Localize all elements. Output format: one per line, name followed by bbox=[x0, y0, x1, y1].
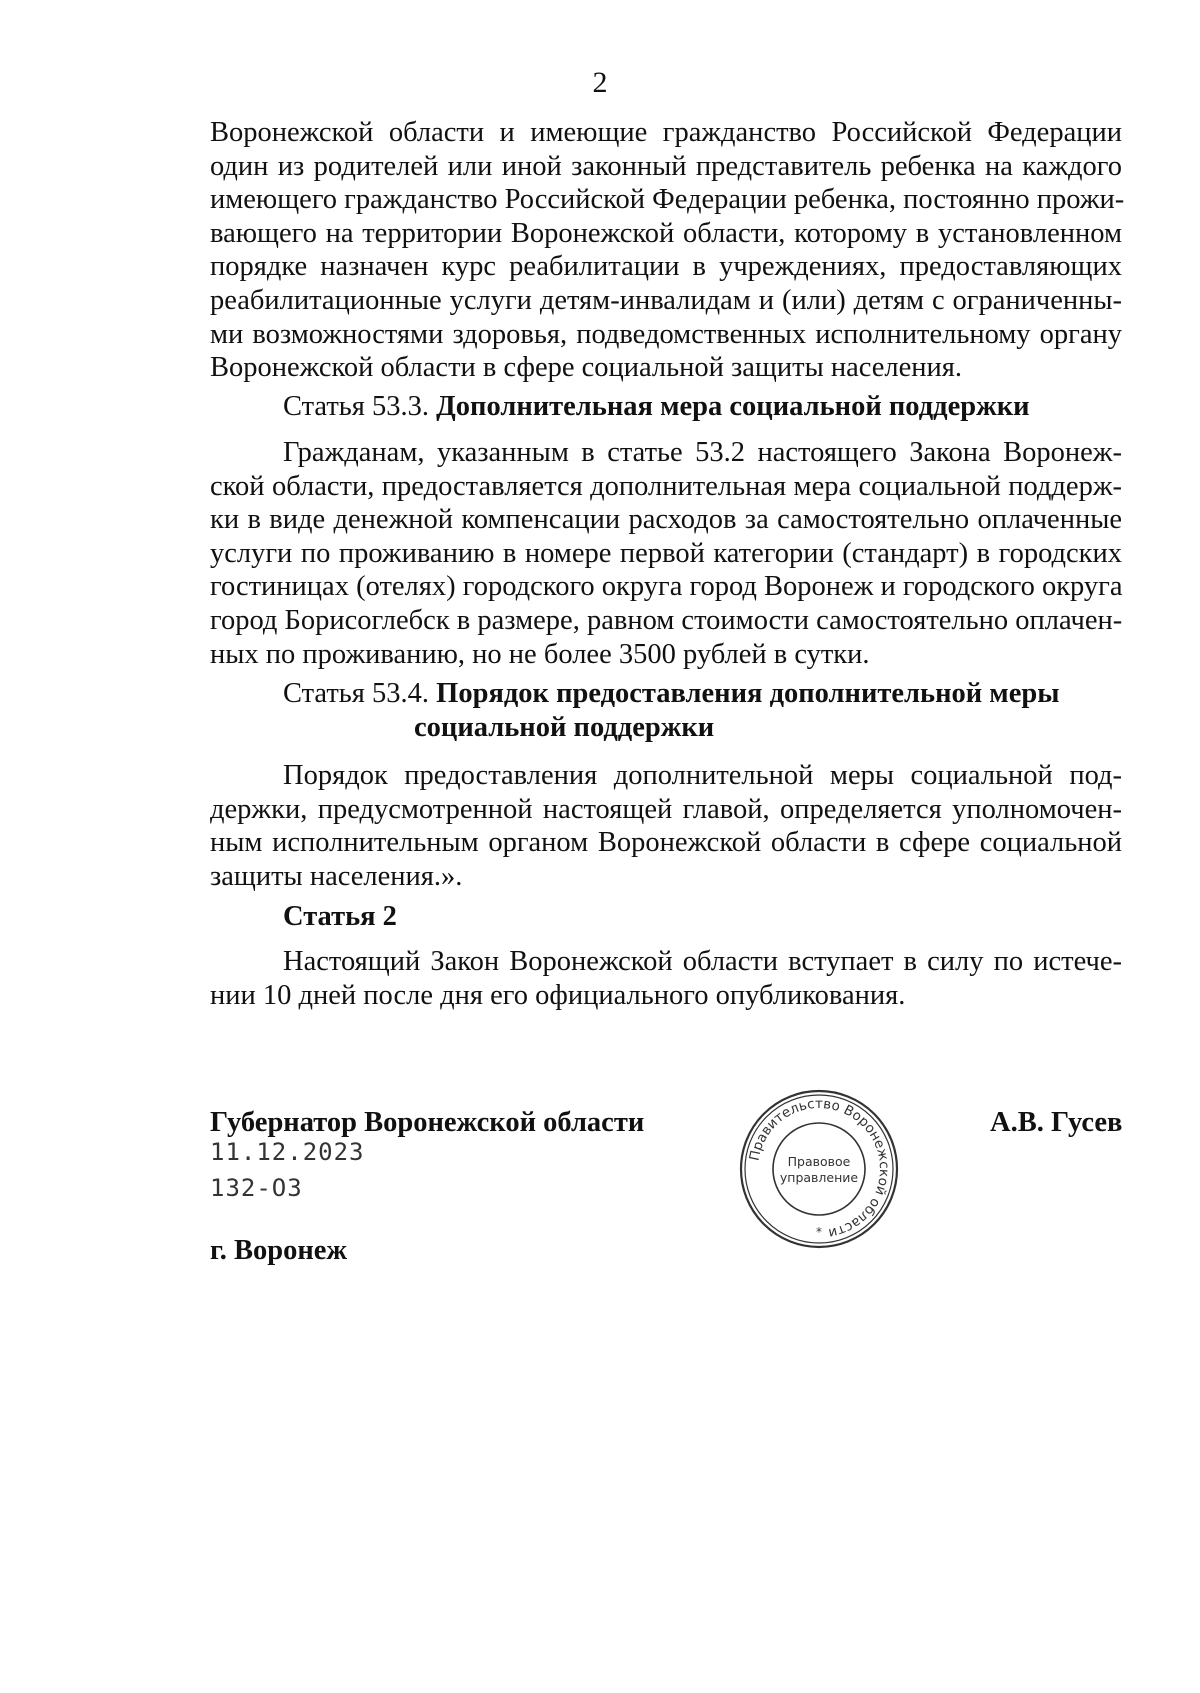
paragraph-line: держки, предусмотренной настоящей главой, определяется уполномочен- bbox=[210, 793, 1122, 825]
stamp-center-line-2: управление bbox=[779, 1170, 859, 1185]
paragraph-line: город Борисоглебск в размере, равном стоимости самостоятельно оплачен- bbox=[210, 604, 1123, 636]
paragraph-2 bbox=[210, 436, 1122, 671]
article-number: Статья 53.3. bbox=[283, 391, 430, 422]
stamp-ring-path: Правительство Воронежской области bbox=[746, 1095, 893, 1242]
paragraph-line: гостиницах (отелях) городского округа город Воронеж и городского округа bbox=[210, 571, 1123, 603]
paragraph-line: ки в виде денежной компенсации расходов за самостоятельно оплаченные bbox=[210, 504, 1122, 536]
paragraph-1 bbox=[210, 116, 1125, 385]
paragraph-line: Порядок предоставления дополнительной меры социальной под- bbox=[283, 760, 1122, 791]
paragraph-4 bbox=[210, 945, 1122, 1012]
governor-name: А.В. Гусев bbox=[990, 1107, 1123, 1138]
paragraph-line: Гражданам, указанным в статье 53.2 настоящего Закона Воронеж- bbox=[283, 437, 1122, 468]
stamp-center-line-1: Правовое bbox=[787, 1154, 851, 1169]
article-53-3-heading bbox=[283, 390, 1030, 424]
signing-date: 11.12.2023 bbox=[210, 1138, 365, 1166]
article-53-4-heading bbox=[283, 677, 1059, 711]
paragraph-line: Настоящий Закон Воронежской области вступает в силу по истече- bbox=[283, 946, 1122, 977]
article-title: Порядок предоставления дополнительной меры bbox=[436, 678, 1060, 709]
stamp-star: * bbox=[816, 1225, 822, 1239]
city: г. Воронеж bbox=[210, 1235, 348, 1266]
paragraph-line: ных по проживанию, но не более 3500 рублей в сутки. bbox=[210, 638, 870, 670]
paragraph-line: реабилитационные услуги детям-инвалидам и (или) детям с ограниченны- bbox=[210, 284, 1122, 316]
paragraph-line: нии 10 дней после дня его официального опубликования. bbox=[210, 979, 906, 1011]
governor-title: Губернатор Воронежской области bbox=[210, 1107, 645, 1138]
law-number: 132-ОЗ bbox=[210, 1174, 303, 1202]
paragraph-line: порядке назначен курс реабилитации в учреждениях, предоставляющих bbox=[210, 251, 1122, 283]
paragraph-line: ным исполнительным органом Воронежской области в сфере социальной bbox=[210, 827, 1122, 859]
paragraph-line: ской области, предоставляется дополнительная мера социальной поддерж- bbox=[210, 470, 1122, 502]
article-53-4-heading-cont: социальной поддержки bbox=[414, 712, 715, 743]
official-stamp bbox=[738, 1088, 900, 1250]
article-2-heading: Статья 2 bbox=[283, 901, 397, 932]
article-number: Статья 53.4. bbox=[283, 678, 430, 709]
paragraph-line: вающего на территории Воронежской области, которому в установленном bbox=[210, 217, 1122, 249]
paragraph-line: один из родителей или иной законный представитель ребенка на каждого bbox=[210, 150, 1122, 182]
article-title: Дополнительная мера социальной поддержки bbox=[436, 391, 1030, 422]
paragraph-line: Воронежской области и имеющие гражданство Российской Федерации bbox=[210, 117, 1122, 148]
paragraph-line: ми возможностями здоровья, подведомственных исполнительному органу bbox=[210, 318, 1122, 350]
paragraph-3 bbox=[210, 759, 1122, 893]
paragraph-line: имеющего гражданство Российской Федерации ребенка, постоянно прожи- bbox=[210, 184, 1125, 216]
page-number: 2 bbox=[592, 66, 608, 99]
paragraph-line: услуги по проживанию в номере первой категории (стандарт) в городских bbox=[210, 537, 1122, 569]
paragraph-line: защиты населения.». bbox=[210, 860, 463, 892]
paragraph-line: Воронежской области в сфере социальной защиты населения. bbox=[210, 352, 963, 384]
